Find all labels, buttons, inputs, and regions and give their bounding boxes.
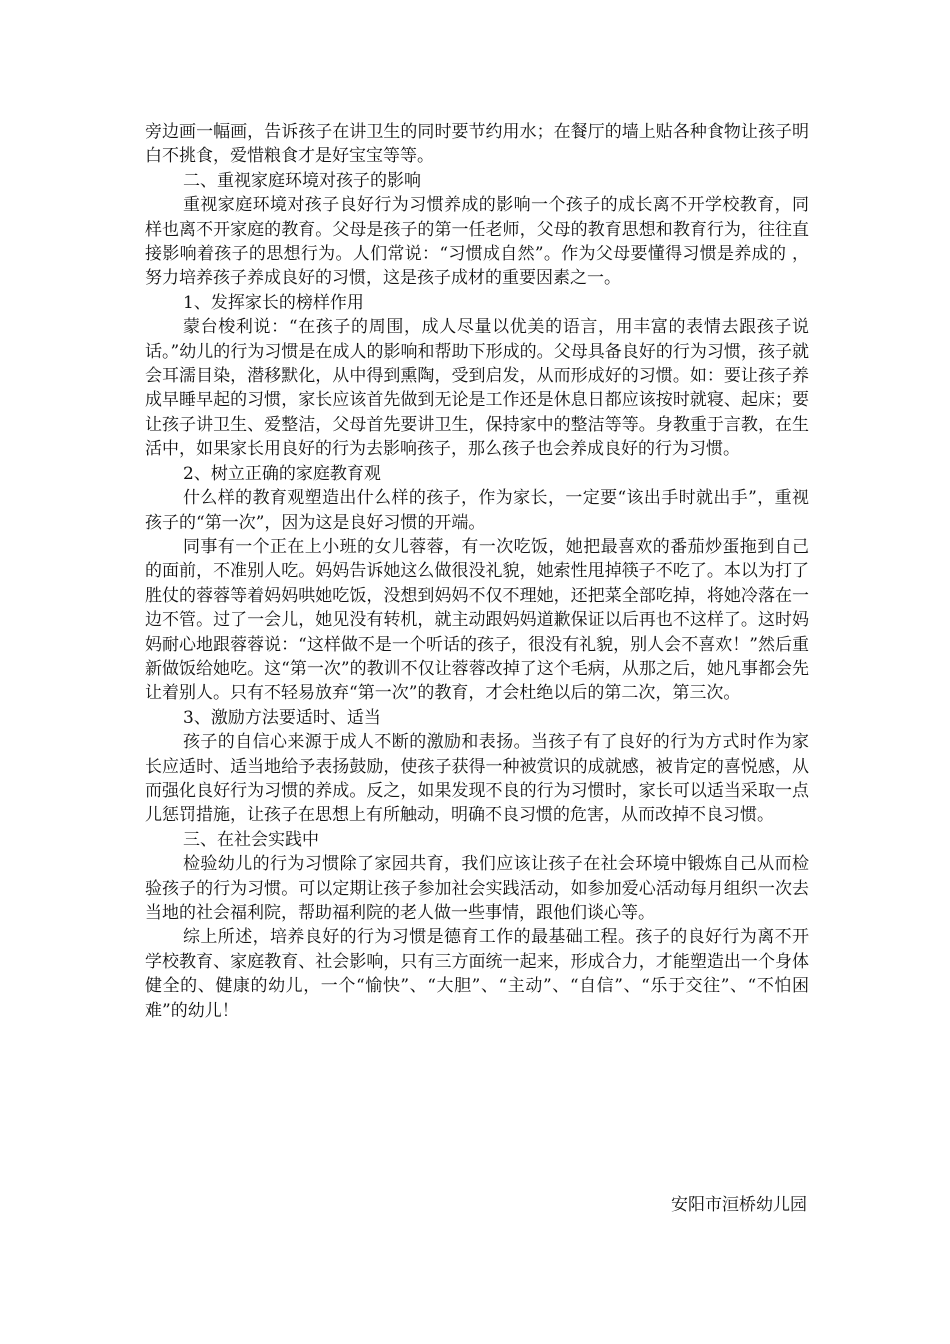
document-body [145,120,809,1023]
paragraph-continuation: 旁边画一幅画，告诉孩子在讲卫生的同时要节约用水；在餐厅的墙上贴各种食物让孩子明白不挑食，爱惜粮食才是好宝宝等等。 [145,122,809,167]
paragraph: 蒙台梭利说：“在孩子的周围，成人尽量以优美的语言，用丰富的表情去跟孩子说话。”幼儿的行为习惯是在成人的影响和帮助下形成的。父母具备良好的行为习惯，孩子就会耳濡目染，潜移默化，从中得到熏陶，受到启发，从而形成好的习惯。如：要让孩子养成早睡早起的习惯，家长应该首先做到无论是工作还是休息日都应该按时就寝、起床；要让孩子讲卫生、爱整洁，父母首先要讲卫生，保持家中的整洁等等。身教重于言教，在生活中，如果家长用良好的行为去影响孩子，那么孩子也会养成良好的行为习惯。 [145,317,809,460]
paragraph: 检验幼儿的行为习惯除了家园共育，我们应该让孩子在社会环境中锻炼自己从而检验孩子的行为习惯。可以定期让孩子参加社会实践活动，如参加爱心活动每月组织一次去当地的社会福利院，帮助福利院的老人做一些事情，跟他们谈心等。 [145,854,809,923]
paragraph: 什么样的教育观塑造出什么样的孩子，作为家长，一定要“该出手时就出手”，重视孩子的“第一次”，因为这是良好习惯的开端。 [145,488,809,533]
section-heading-3: 三、在社会实践中 [183,829,319,850]
signature: 安阳市洹桥幼儿园 [671,1195,807,1215]
paragraph: 重视家庭环境对孩子良好行为习惯养成的影响一个孩子的成长离不开学校教育，同样也离不开家庭的教育。父母是孩子的第一任老师，父母的教育思想和教育行为，往往直接影响着孩子的思想行为。人们常说：“习惯成自然”。作为父母要懂得习惯是养成的 ，努力培养孩子养成良好的习惯，这是孩子成材的重要因素之一。 [145,195,809,289]
subheading-3: 3、激励方法要适时、适当 [183,707,381,728]
subheading-2: 2、树立正确的家庭教育观 [183,463,381,484]
paragraph: 同事有一个正在上小班的女儿蓉蓉，有一次吃饭，她把最喜欢的番茄炒蛋拖到自己的面前，不准别人吃。妈妈告诉她这么做很没礼貌，她索性甩掉筷子不吃了。本以为打了胜仗的蓉蓉等着妈妈哄她吃饭，没想到妈妈不仅不理她，还把菜全部吃掉，将她冷落在一边不管。过了一会儿，她见没有转机，就主动跟妈妈道歉保证以后再也不这样了。这时妈妈耐心地跟蓉蓉说：“这样做不是一个听话的孩子，很没有礼貌，别人会不喜欢！”然后重新做饭给她吃。这“第一次”的教训不仅让蓉蓉改掉了这个毛病，从那之后，她凡事都会先让着别人。只有不轻易放弃“第一次”的教育，才会杜绝以后的第二次，第三次。 [145,536,809,704]
paragraph: 孩子的自信心来源于成人不断的激励和表扬。当孩子有了良好的行为方式时作为家长应适时、适当地给予表扬鼓励，使孩子获得一种被赏识的成就感，被肯定的喜悦感，从而强化良好行为习惯的养成。反之，如果发现不良的行为习惯时，家长可以适当采取一点儿惩罚措施，让孩子在思想上有所触动，明确不良习惯的危害，从而改掉不良习惯。 [145,732,809,826]
section-heading-2: 二、重视家庭环境对孩子的影响 [183,170,421,191]
subheading-1: 1、发挥家长的榜样作用 [183,292,364,313]
paragraph-conclusion: 综上所述，培养良好的行为习惯是德育工作的最基础工程。孩子的良好行为离不开学校教育、家庭教育、社会影响，只有三方面统一起来，形成合力，才能塑造出一个身体健全的、健康的幼儿，一个“愉快”、“大胆”、“主动”、“自信”、“乐于交往”、“不怕困难”的幼儿！ [145,927,809,1021]
